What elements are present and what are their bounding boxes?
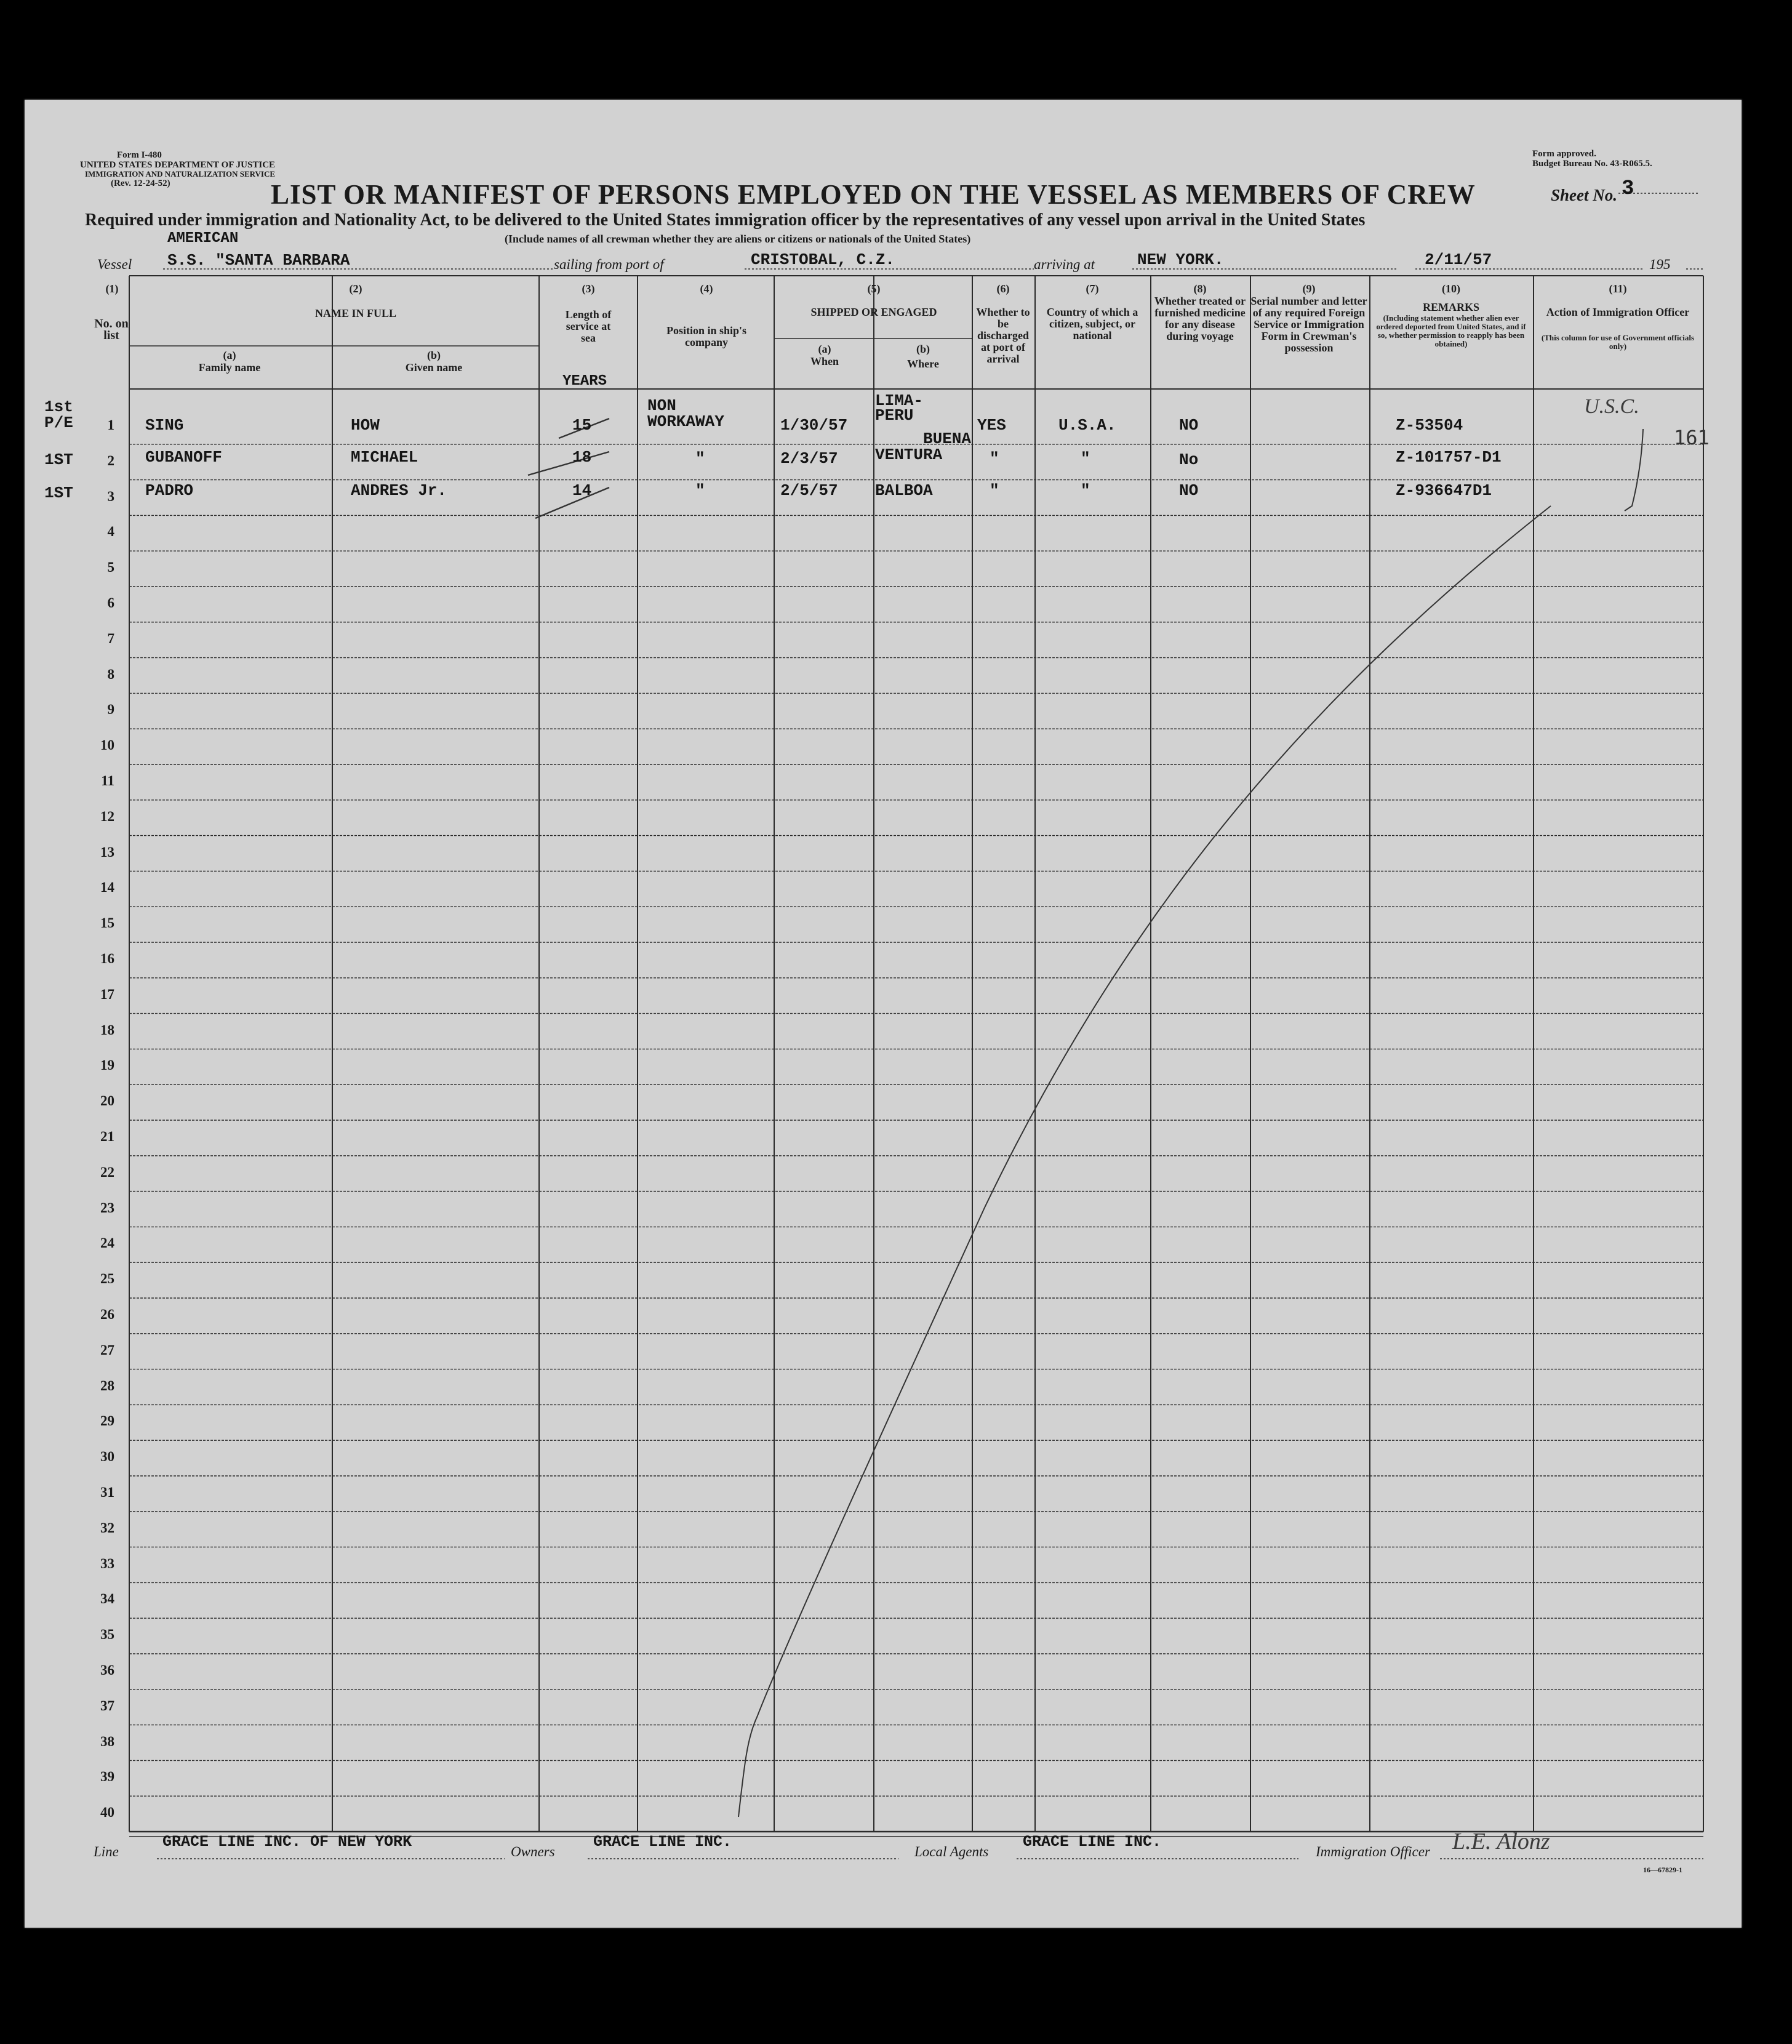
row-number: 38 bbox=[100, 1733, 114, 1749]
row-number: 39 bbox=[100, 1769, 114, 1785]
row-number: 9 bbox=[107, 702, 114, 718]
row-number: 19 bbox=[100, 1057, 114, 1073]
diagonal-cancel-line bbox=[738, 506, 1551, 1817]
col3-label: Length of service at sea bbox=[565, 308, 612, 344]
row-number: 20 bbox=[100, 1093, 114, 1109]
footer-officer-label: Immigration Officer bbox=[1316, 1844, 1430, 1859]
row-number: 29 bbox=[100, 1413, 114, 1429]
form-grid bbox=[25, 100, 1742, 1928]
entry-given-name: ANDRES Jr. bbox=[351, 481, 447, 500]
row-number: 10 bbox=[100, 737, 114, 753]
tick-mark bbox=[528, 452, 609, 475]
row-number: 31 bbox=[100, 1485, 114, 1500]
entry-when: 2/3/57 bbox=[780, 449, 838, 468]
footer-agents-label: Local Agents bbox=[914, 1844, 989, 1859]
entry-discharge: YES bbox=[977, 416, 1006, 435]
row-number: 23 bbox=[100, 1200, 114, 1216]
row-number: 21 bbox=[100, 1129, 114, 1144]
row-number: 36 bbox=[100, 1662, 114, 1678]
col9-number: (9) bbox=[1302, 283, 1316, 295]
year-suffix: 195 bbox=[1649, 257, 1671, 272]
entry-family-name: PADRO bbox=[145, 481, 194, 500]
col7-number: (7) bbox=[1086, 283, 1099, 295]
arriving-label: arriving at bbox=[1034, 257, 1095, 272]
col10-note: (Including statement whether alien ever ordered deported from United States, and if so, whether permission to reapply has been obtained) bbox=[1376, 313, 1526, 348]
entry-where-line1: BUENA bbox=[923, 430, 972, 448]
entry-position-line1: NON bbox=[647, 396, 676, 415]
row-number: 6 bbox=[107, 595, 114, 611]
row-number: 16 bbox=[100, 951, 114, 966]
entry-remarks: Z-101757-D1 bbox=[1396, 448, 1502, 467]
officer-signature: L.E. Alonz bbox=[1452, 1829, 1550, 1854]
row-number: 12 bbox=[100, 808, 114, 824]
entry-where: PERU bbox=[875, 406, 914, 425]
sailing-label: sailing from port of bbox=[554, 257, 664, 272]
entry-years: 18 bbox=[572, 448, 592, 467]
row-number: 17 bbox=[100, 986, 114, 1002]
entry-discharge: " bbox=[990, 481, 999, 500]
sheet-number: 3 bbox=[1622, 177, 1634, 201]
col2a-label: Family name bbox=[198, 361, 261, 374]
entry-remarks: Z-53504 bbox=[1396, 416, 1463, 435]
col9-label: Serial number and letter of any required Foreign Service or Immigration Form in Crewman's possession bbox=[1250, 295, 1367, 354]
entry-medicine: No bbox=[1179, 451, 1199, 469]
row-number: 33 bbox=[100, 1555, 114, 1571]
col5a-number: (a) bbox=[818, 343, 831, 355]
row-number: 24 bbox=[100, 1235, 114, 1251]
col7-label: Country of which a citizen, subject, or national bbox=[1046, 306, 1138, 342]
col2-number: (2) bbox=[349, 283, 362, 295]
row-number: 28 bbox=[100, 1377, 114, 1393]
row-number: 3 bbox=[107, 488, 114, 504]
entry-position: " bbox=[695, 481, 705, 500]
footer-agents-value: GRACE LINE INC. bbox=[1023, 1833, 1162, 1851]
form-revision: (Rev. 12-24-52) bbox=[111, 178, 170, 188]
entry-class: 1ST bbox=[44, 484, 73, 502]
sailing-port: CRISTOBAL, C.Z. bbox=[751, 250, 895, 269]
row-number: 7 bbox=[107, 630, 114, 646]
form-approved: Form approved. bbox=[1532, 149, 1596, 159]
row-number: 34 bbox=[100, 1591, 114, 1607]
entry-position: WORKAWAY bbox=[647, 412, 724, 431]
footer-line-value: GRACE LINE INC. OF NEW YORK bbox=[162, 1833, 412, 1851]
entry-country: " bbox=[1081, 449, 1090, 468]
col5a-label: When bbox=[810, 355, 839, 367]
entry-family-name: GUBANOFF bbox=[145, 448, 222, 467]
entry-class: 1ST bbox=[44, 451, 73, 469]
row-number: 26 bbox=[100, 1307, 114, 1322]
arriving-port: NEW YORK. bbox=[1137, 250, 1224, 269]
sheet-label: Sheet No. bbox=[1551, 186, 1617, 204]
service-name: IMMIGRATION AND NATURALIZATION SERVICE bbox=[85, 169, 276, 178]
col10-number: (10) bbox=[1442, 283, 1460, 295]
col5-number: (5) bbox=[867, 283, 881, 295]
row-number: 2 bbox=[107, 452, 114, 468]
col3-number: (3) bbox=[582, 283, 595, 295]
entry-class-top: 1st bbox=[44, 398, 73, 416]
entry-position: " bbox=[695, 449, 705, 468]
entry-given-name: HOW bbox=[351, 416, 380, 435]
col5b-number: (b) bbox=[916, 343, 930, 355]
row-number: 4 bbox=[107, 524, 114, 540]
col5-label: SHIPPED OR ENGAGED bbox=[810, 306, 937, 318]
row-number: 25 bbox=[100, 1271, 114, 1287]
budget-bureau: Budget Bureau No. 43-R065.5. bbox=[1532, 159, 1652, 169]
form-number: Form I-480 bbox=[117, 150, 162, 160]
row-number: 35 bbox=[100, 1627, 114, 1643]
entry-remarks: Z-936647D1 bbox=[1396, 481, 1492, 500]
row-number: 5 bbox=[107, 559, 114, 575]
row-number: 8 bbox=[107, 666, 114, 682]
row-number: 13 bbox=[100, 844, 114, 860]
entry-medicine: NO bbox=[1179, 481, 1199, 500]
row-number: 27 bbox=[100, 1342, 114, 1358]
col11-note: (This column for use of Government officials only) bbox=[1541, 333, 1695, 351]
row-number: 40 bbox=[100, 1805, 114, 1821]
entry-country: " bbox=[1081, 481, 1090, 500]
vessel-label: Vessel bbox=[97, 257, 132, 272]
entry-where-line1: LIMA- bbox=[875, 391, 924, 410]
row-number: 22 bbox=[100, 1164, 114, 1180]
entry-medicine: NO bbox=[1179, 416, 1199, 435]
entry-years: 15 bbox=[572, 416, 592, 435]
include-note: (Include names of all crewman whether they are aliens or citizens or nationals of the United States) bbox=[505, 233, 971, 245]
entry-where: VENTURA bbox=[875, 446, 943, 464]
vessel-name: S.S. "SANTA BARBARA bbox=[167, 251, 350, 270]
entry-discharge: " bbox=[990, 449, 999, 468]
arrival-date: 2/11/57 bbox=[1425, 250, 1492, 269]
row-number: 30 bbox=[100, 1449, 114, 1465]
entry-when: 1/30/57 bbox=[780, 416, 848, 435]
col2-label: NAME IN FULL bbox=[314, 307, 396, 319]
row-number: 15 bbox=[100, 915, 114, 931]
department-name: UNITED STATES DEPARTMENT OF JUSTICE bbox=[80, 160, 276, 170]
col2b-label: Given name bbox=[405, 361, 463, 374]
col8-number: (8) bbox=[1193, 283, 1207, 295]
entry-family-name: SING bbox=[145, 416, 184, 435]
col11-number: (11) bbox=[1609, 283, 1627, 295]
row-number: 14 bbox=[100, 880, 114, 896]
col10-label: REMARKS bbox=[1422, 301, 1479, 313]
footer-owners-value: GRACE LINE INC. bbox=[593, 1833, 732, 1851]
manifest-sheet bbox=[25, 100, 1742, 1928]
entry-country: U.S.A. bbox=[1058, 416, 1116, 435]
form-title: LIST OR MANIFEST OF PERSONS EMPLOYED ON THE VESSEL AS MEMBERS OF CREW bbox=[271, 179, 1476, 210]
usc-annotation: U.S.C. bbox=[1584, 395, 1639, 418]
usc-pointer bbox=[1625, 429, 1643, 511]
entry-where: BALBOA bbox=[875, 481, 933, 500]
form-code: 16—67829-1 bbox=[1643, 1866, 1682, 1874]
entry-years: 14 bbox=[572, 481, 592, 500]
vessel-nationality: AMERICAN bbox=[167, 230, 239, 247]
entry-when: 2/5/57 bbox=[780, 481, 838, 500]
col4-number: (4) bbox=[700, 283, 713, 295]
years-label: YEARS bbox=[562, 373, 607, 390]
footer-line-label: Line bbox=[94, 1844, 119, 1859]
row-number: 32 bbox=[100, 1520, 114, 1536]
col11-label: Action of Immigration Officer bbox=[1546, 306, 1690, 318]
col2a-number: (a) bbox=[223, 349, 236, 361]
footer-owners-label: Owners bbox=[511, 1844, 555, 1859]
row-number: 11 bbox=[101, 773, 114, 788]
col1-number: (1) bbox=[105, 283, 119, 295]
col2b-number: (b) bbox=[427, 349, 441, 361]
col6-number: (6) bbox=[996, 283, 1010, 295]
page-number: 161 bbox=[1674, 426, 1710, 449]
row-number: 1 bbox=[107, 417, 114, 433]
entry-class: P/E bbox=[44, 414, 73, 432]
col1-label: No. on list bbox=[94, 317, 129, 342]
col6-label: Whether to be discharged at port of arrival bbox=[976, 306, 1030, 365]
col8-label: Whether treated or furnished medicine for any disease during voyage bbox=[1154, 295, 1246, 342]
col5b-label: Where bbox=[907, 358, 939, 370]
row-number: 18 bbox=[100, 1022, 114, 1038]
col4-label: Position in ship's company bbox=[666, 324, 747, 348]
row-number: 37 bbox=[100, 1697, 114, 1713]
entry-given-name: MICHAEL bbox=[351, 448, 418, 467]
required-statement: Required under immigration and Nationality Act, to be delivered to the United States immigration officer by the representatives of any vessel upon arrival in the United States bbox=[85, 210, 1366, 230]
